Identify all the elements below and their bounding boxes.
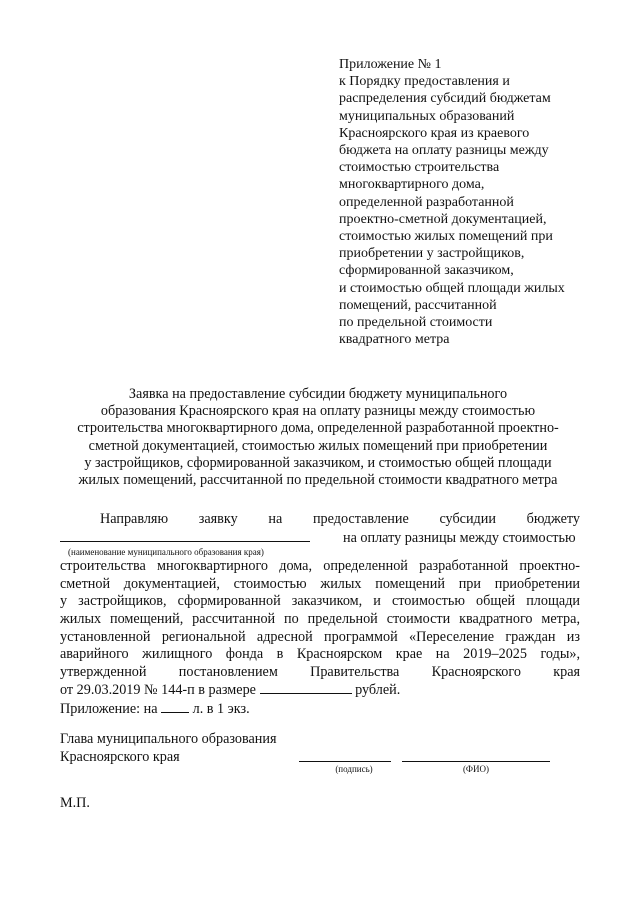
full-name-line[interactable] — [402, 761, 550, 762]
title-line: Заявка на предоставление субсидии бюджету муниципального — [128, 386, 508, 402]
title-line: у застройщиков, сформированной заказчиком, и стоимостью общей площади — [84, 454, 552, 471]
appendix-line: стоимостью жилых помещений при — [339, 229, 553, 245]
word: Красноярского — [431, 663, 521, 680]
title-line: образования Красноярского края на оплату разницы между стоимостью — [100, 403, 536, 420]
appendix-line: по предельной стоимости — [339, 315, 493, 331]
word: на — [268, 511, 283, 527]
body-line: у застройщиков, сформированной заказчиком, и стоимостью общей площади — [60, 593, 580, 610]
word: постановлением — [178, 663, 278, 680]
body-approved-line — [60, 664, 580, 682]
word: предоставление — [312, 511, 409, 527]
appendix-line: бюджета на оплату разницы между — [339, 143, 549, 159]
word: заявку — [198, 511, 238, 527]
appendix-line: и стоимостью общей площади жилых — [339, 280, 565, 296]
appendix-line: проектно-сметной документацией, — [339, 211, 547, 227]
appendix-line: определенной разработанной — [339, 194, 514, 210]
word: утвержденной — [60, 663, 147, 680]
appendix-line: Красноярского края из краевого — [339, 125, 530, 141]
title-line: строительства многоквартирного дома, определенной разработанной проектно- — [77, 420, 559, 437]
appendix-line: распределения субсидий бюджетам — [339, 91, 551, 107]
municipality-blank[interactable] — [60, 529, 310, 542]
appendix-line: к Порядку предоставления и — [339, 74, 510, 90]
appendix-line: квадратного метра — [339, 332, 450, 348]
body-line: жилых помещений, рассчитанной по предельной стоимости квадратного метра, — [60, 610, 580, 627]
appendix-header — [339, 56, 629, 348]
attachment-line — [60, 700, 580, 719]
amount-suffix: рублей. — [355, 682, 401, 699]
head-title-line: Красноярского края — [60, 748, 180, 765]
word: субсидии — [439, 511, 496, 527]
municipality-line — [60, 529, 580, 548]
amount-line — [60, 681, 580, 700]
amount-blank[interactable] — [260, 681, 352, 694]
head-signature-block — [60, 731, 277, 766]
appendix-line: Приложение № 1 — [339, 57, 442, 72]
word: бюджету — [526, 511, 580, 527]
word: Правительства — [310, 663, 400, 680]
amount-prefix: от 29.03.2019 № 144-п в размере — [60, 682, 256, 699]
word: на оплату разницы между стоимостью — [342, 529, 576, 546]
head-title-line: Глава муниципального образования — [60, 731, 277, 747]
title-line: жилых помещений, рассчитанной по предельной стоимости квадратного метра — [78, 472, 558, 489]
title-line: сметной документацией, стоимостью жилых помещений при приобретении — [88, 437, 548, 454]
body-line: установленной региональной адресной программой «Переселение граждан из — [60, 628, 580, 645]
document-title — [56, 386, 580, 489]
appendix-line: муниципальных образований — [339, 108, 515, 124]
request-body — [60, 511, 580, 719]
signature-caption: (подпись) — [335, 764, 373, 774]
appendix-line: сформированной заказчиком, — [339, 263, 514, 279]
stamp-label: М.П. — [60, 795, 90, 811]
word: Направляю — [100, 511, 169, 527]
signature-line[interactable] — [299, 761, 391, 762]
appendix-line: стоимостью строительства — [339, 160, 500, 176]
appendix-line: помещений, рассчитанной — [339, 297, 497, 313]
body-first-line — [60, 511, 580, 529]
full-name-caption: (ФИО) — [462, 764, 490, 774]
body-line: сметной документацией, стоимостью жилых помещений при приобретении — [60, 575, 580, 592]
attachment-pages-blank[interactable] — [161, 700, 189, 713]
word: края — [553, 663, 581, 680]
attachment-prefix: Приложение: на — [60, 700, 158, 717]
appendix-line: приобретении у застройщиков, — [339, 246, 525, 262]
appendix-line: многоквартирного дома, — [339, 177, 485, 193]
municipality-caption: (наименование муниципального образования края) — [68, 547, 264, 558]
body-line: аварийного жилищного фонда в Красноярском крае на 2019–2025 годы», — [60, 646, 580, 663]
attachment-suffix: л. в 1 экз. — [192, 700, 250, 717]
body-line: строительства многоквартирного дома, определенной разработанной проектно- — [60, 558, 580, 575]
